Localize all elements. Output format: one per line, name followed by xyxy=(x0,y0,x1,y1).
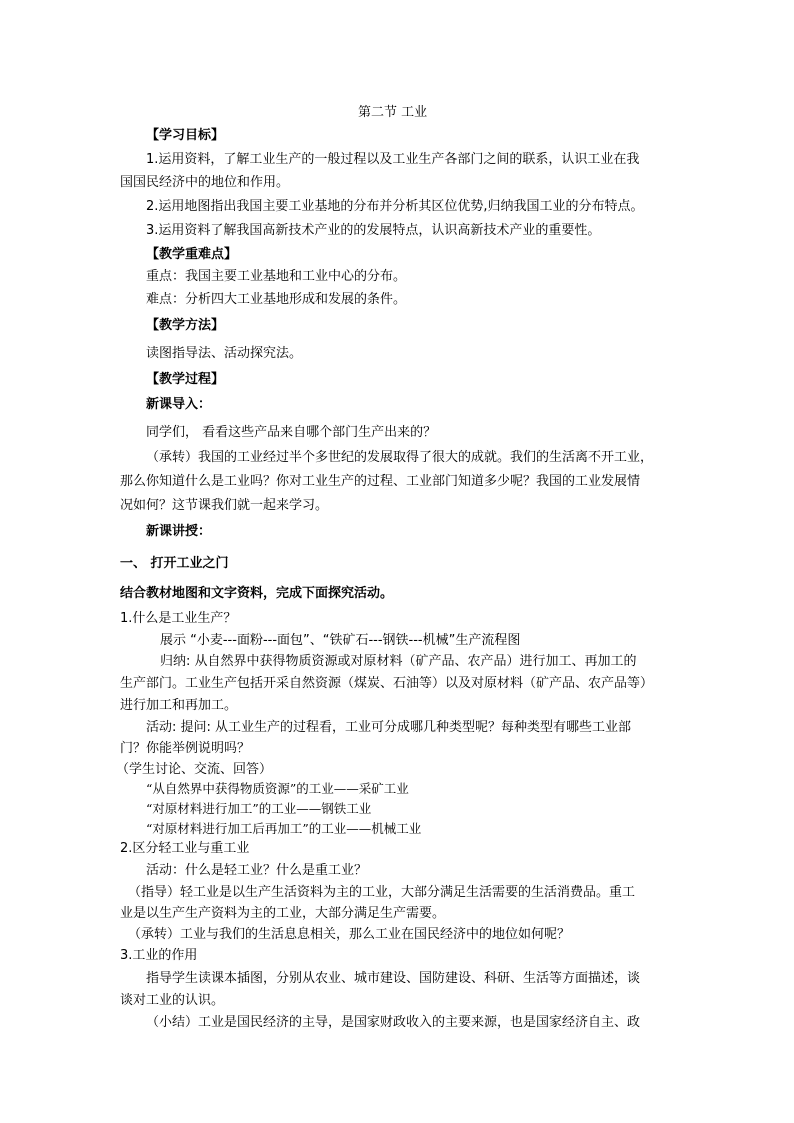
industry-type-1: “从自然界中获得物质资源”的工业——采矿工业 xyxy=(146,781,409,796)
intro-paragraph-line-1: （承转）我国的工业经过半个多世纪的发展取得了很大的成就。我们的生活离不开工业， xyxy=(146,450,654,465)
objective-1-line-2: 国国民经济中的地位和作用。 xyxy=(120,175,290,190)
objective-3: 3.运用资料了解我国高新技术产业的的发展特点，认识高新技术产业的重要性。 xyxy=(146,223,601,238)
method-heading: 【教学方法】 xyxy=(146,318,225,333)
objective-2: 2.运用地图指出我国主要工业基地的分布并分析其区位优势,归纳我国工业的分布特点。 xyxy=(146,199,644,214)
summary-line-3: 进行加工和再加工。 xyxy=(120,698,238,713)
question-2: 2.区分轻工业与重工业 xyxy=(120,841,250,856)
guide-reading-line-2: 谈对工业的认识。 xyxy=(120,993,225,1008)
discussion-note: （学生讨论、交流、回答） xyxy=(116,762,273,777)
intro-paragraph-line-2: 那么你知道什么是工业吗？你对工业生产的过程、工业部门知道多少呢？我国的工业发展情 xyxy=(120,474,641,489)
question-3: 3.工业的作用 xyxy=(120,948,198,963)
difficult-point: 难点：分析四大工业基地形成和发展的条件。 xyxy=(146,292,407,307)
intro-heading: 新课导入： xyxy=(146,397,212,412)
intro-paragraph-line-3: 况如何？这节课我们就一起来学习。 xyxy=(120,498,329,513)
method-text: 读图指导法、活动探究法。 xyxy=(146,346,303,361)
objective-1-line-1: 1.运用资料，了解工业生产的一般过程以及工业生产各部门之间的联系，认识工业在我 xyxy=(146,152,640,167)
activity-question-line-2: 门？你能举例说明吗？ xyxy=(120,741,251,756)
show-flowchart: 展示 “小麦---面粉---面包”、“铁矿石---钢铁---机械”生产流程图 xyxy=(160,633,521,648)
key-point: 重点：我国主要工业基地和工业中心的分布。 xyxy=(146,269,407,284)
guide-line-1: （指导）轻工业是以生产生活资料为主的工业，大部分满足生活需要的生活消费品。重工 xyxy=(128,885,636,900)
activity-2: 活动：什么是轻工业？什么是重工业？ xyxy=(146,863,368,878)
industry-type-2: “对原材料进行加工”的工业——钢铁工业 xyxy=(146,801,372,816)
page-title: 第二节 工业 xyxy=(358,105,428,120)
industry-type-3: “对原材料进行加工后再加工”的工业——机械工业 xyxy=(146,821,422,836)
part-1-heading: 一、 打开工业之门 xyxy=(120,556,229,571)
activity-question-line-1: 活动: 提问: 从工业生产的过程看，工业可分成哪几种类型呢？每种类型有哪些工业部 xyxy=(146,720,632,735)
process-heading: 【教学过程】 xyxy=(146,372,225,387)
intro-question: 同学们， 看看这些产品来自哪个部门生产出来的？ xyxy=(146,425,437,440)
objectives-heading: 【学习目标】 xyxy=(146,128,225,143)
summary-line-1: 归纳: 从自然界中获得物质资源或对原材料（矿产品、农产品）进行加工、再加工的 xyxy=(160,654,637,669)
conclusion-text: （小结）工业是国民经济的主导，是国家财政收入的主要来源，也是国家经济自主、政 xyxy=(146,1015,641,1030)
activity-intro: 结合教材地图和文字资料，完成下面探究活动。 xyxy=(120,586,394,601)
guide-reading-line-1: 指导学生读课本插图，分别从农业、城市建设、国防建设、科研、生活等方面描述，谈 xyxy=(146,971,641,986)
transition-text: （承转）工业与我们的生活息息相关，那么工业在国民经济中的地位如何呢？ xyxy=(128,927,571,942)
lecture-heading: 新课讲授： xyxy=(146,524,212,539)
question-1: 1.什么是工业生产？ xyxy=(120,611,237,626)
key-points-heading: 【教学重难点】 xyxy=(146,247,238,262)
summary-line-2: 生产部门。工业生产包括开采自然资源（煤炭、石油等）以及对原材料（矿产品、农产品等） xyxy=(120,676,654,691)
guide-line-2: 业是以生产生产资料为主的工业，大部分满足生产需要。 xyxy=(120,906,446,921)
